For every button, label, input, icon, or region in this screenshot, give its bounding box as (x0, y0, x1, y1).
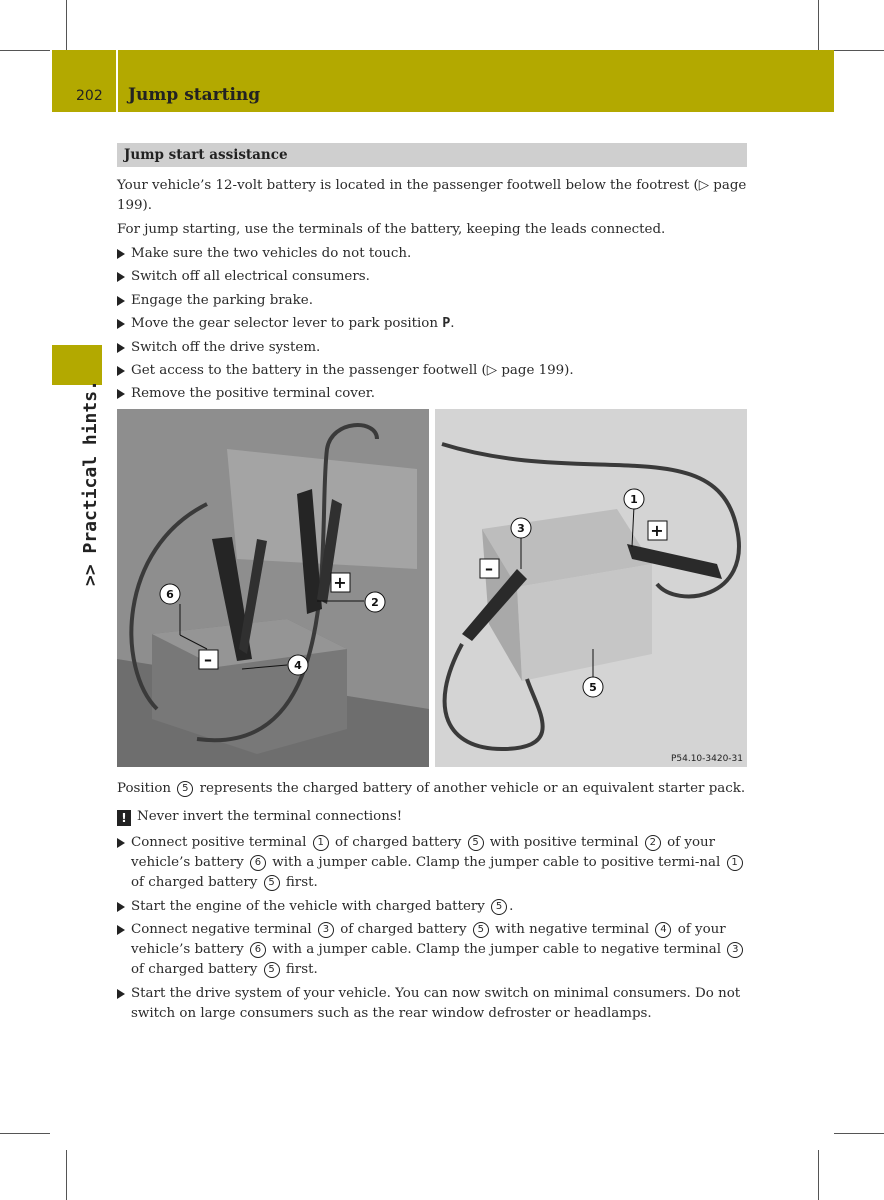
crop-mark (834, 1133, 884, 1134)
crop-mark (66, 1150, 67, 1200)
step-arrow-icon (117, 272, 125, 282)
callout-5 (583, 677, 603, 697)
warning-line: ! Never invert the terminal connections! (117, 807, 747, 827)
svg-text:5: 5 (589, 681, 597, 695)
minus-label-right (480, 559, 499, 578)
step-text: Get access to the battery in the passenger footwell (▷ page 199). (131, 362, 574, 378)
step-text: Remove the positive terminal cover. (131, 386, 375, 402)
step-arrow-icon (117, 343, 125, 353)
crop-mark (66, 0, 67, 50)
step-arrow-icon (117, 296, 125, 306)
step-item: Connect positive terminal 1 of charged battery 5 with positive terminal 2 of your vehicle’s battery 6 with a jumper cable. Clamp the jumper cable to positive termi-nal 1 of charged battery 5 first. (117, 833, 747, 893)
main-content (117, 143, 747, 1027)
step-arrow-icon (117, 319, 125, 329)
header-divider (116, 50, 118, 112)
warning-icon: ! (117, 810, 131, 826)
intro-paragraph: Your vehicle’s 12-volt battery is located in the passenger footwell below the footrest (▷ page 199). (117, 178, 747, 213)
page-number: 202 (76, 88, 103, 104)
step-item: Connect negative terminal 3 of charged battery 5 with negative terminal 4 of your vehicle’s battery 6 with a jumper cable. Clamp the jumper cable to negative terminal 3 of charged battery 5 first. (117, 920, 747, 980)
step-item (117, 384, 747, 404)
crop-mark (818, 0, 819, 50)
step-text: Switch off all electrical consumers. (131, 269, 370, 285)
intro-paragraph: For jump starting, use the terminals of the battery, keeping the leads connected. (117, 222, 666, 237)
jump-start-figure (117, 409, 747, 767)
note-paragraph: Position 5 represents the charged battery of another vehicle or an equivalent starter pack. (117, 781, 746, 797)
svg-text:+: + (333, 573, 347, 593)
step-arrow-icon (117, 366, 125, 376)
crop-mark (0, 1133, 50, 1134)
step-item: Move the gear selector lever to park position P. (117, 314, 747, 334)
side-tab (52, 345, 102, 385)
step-arrow-icon (117, 389, 125, 399)
svg-text:4: 4 (294, 659, 302, 673)
callout-1 (624, 489, 644, 509)
side-label: >> Practical hints. (80, 380, 101, 586)
step-arrow-icon (117, 838, 125, 848)
callout-2 (365, 592, 385, 612)
park-letter: P (442, 316, 451, 332)
crop-mark (834, 50, 884, 51)
svg-text:6: 6 (166, 588, 174, 602)
figure-code: P54.10-3420-31 (670, 754, 743, 765)
callout-ref: 5 (177, 781, 193, 797)
step-text: Make sure the two vehicles do not touch. (131, 246, 412, 261)
crop-mark (0, 50, 50, 51)
callout-6 (160, 584, 180, 604)
step-text: Start the drive system of your vehicle. You can now switch on minimal consumers. Do not switch on large consumers such as the rear window defroster or headlamps. (131, 985, 741, 1021)
battery-illustration (117, 409, 747, 767)
callout-4 (288, 655, 308, 675)
step-text: Engage the parking brake. (131, 292, 313, 308)
step-item (117, 361, 747, 381)
plus-label-left (331, 573, 350, 592)
callout-3 (511, 518, 531, 538)
minus-label-left (199, 650, 218, 669)
step-item (117, 338, 747, 358)
step-item (117, 291, 747, 311)
svg-text:–: – (204, 650, 212, 670)
svg-text:–: – (485, 559, 493, 579)
step-arrow-icon (117, 902, 125, 912)
svg-text:2: 2 (371, 596, 379, 610)
step-arrow-icon (117, 925, 125, 935)
step-text: Switch off the drive system. (131, 339, 321, 355)
svg-text:1: 1 (630, 493, 638, 507)
section-title: Jump starting (128, 85, 261, 105)
step-item: Start the engine of the vehicle with charged battery 5 . (117, 897, 747, 917)
step-item (117, 267, 747, 287)
svg-text:3: 3 (517, 522, 525, 536)
plus-label-right (648, 521, 667, 540)
step-item (117, 244, 747, 264)
subheading: Jump start assistance (117, 143, 747, 167)
crop-mark (818, 1150, 819, 1200)
svg-text:+: + (650, 521, 664, 541)
step-arrow-icon (117, 989, 125, 999)
step-arrow-icon (117, 249, 125, 259)
step-text: Move the gear selector lever to park position (131, 316, 438, 332)
step-item (117, 984, 747, 1024)
